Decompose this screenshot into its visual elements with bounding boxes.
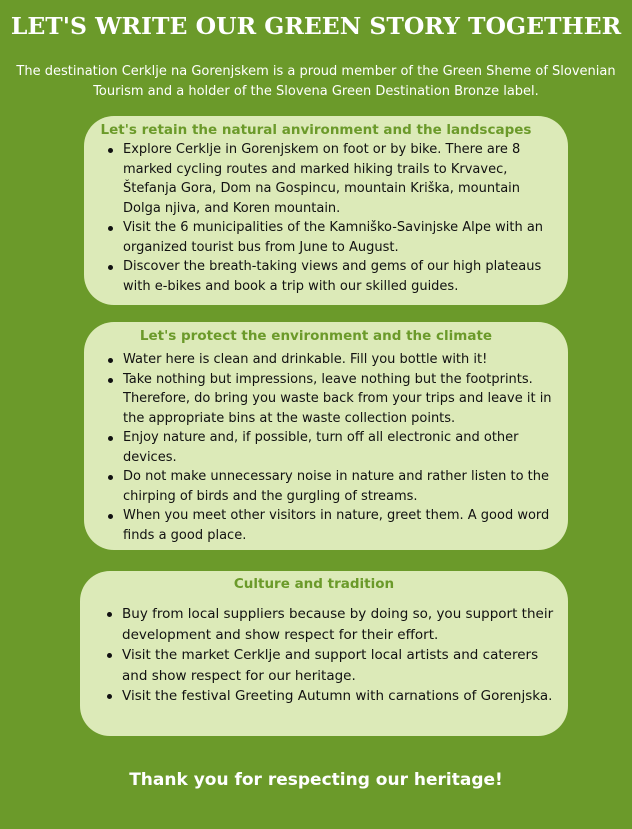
bullet-list xyxy=(104,350,556,545)
bullet-icon xyxy=(108,148,113,153)
bullet-icon xyxy=(108,358,113,363)
closing-message: Thank you for respecting our heritage! xyxy=(129,770,503,790)
section-heading: Culture and tradition xyxy=(233,576,395,592)
section-heading: Let's retain the natural anvironment and the landscapes xyxy=(100,122,532,138)
list-item: Visit the market Cerklje and support local artists and caterers and show respect for our heritage. xyxy=(103,645,559,686)
bullet-list xyxy=(103,604,559,707)
list-item: Explore Cerklje in Gorenjskem on foot or by bike. There are 8 marked cycling routes and marked hiking trails to Krvavec, Štefanja Gora, Dom na Gospincu, mountain Kriška, mountain Dolga njiva, and Koren mountain. xyxy=(104,140,552,218)
bullet-icon xyxy=(107,694,112,699)
bullet-icon xyxy=(108,475,113,480)
list-item: Visit the festival Greeting Autumn with carnations of Gorenjska. xyxy=(103,686,559,707)
list-item: Buy from local suppliers because by doing so, you support their development and show respect for their effort. xyxy=(103,604,559,645)
bullet-icon xyxy=(108,226,113,231)
list-item: Water here is clean and drinkable. Fill you bottle with it! xyxy=(104,350,556,370)
section-heading: Let's protect the environment and the climate xyxy=(139,328,493,344)
bullet-list xyxy=(104,140,552,296)
bullet-icon xyxy=(108,265,113,270)
section-card-nature xyxy=(84,116,568,305)
intro-text: The destination Cerklje na Gorenjskem is a proud member of the Green Sheme of Slovenian Tourism and a holder of the Slovena Green Destination Bronze label. xyxy=(16,64,616,99)
list-item: Take nothing but impressions, leave nothing but the footprints. Therefore, do bring you waste back from your trips and leave it in the appropriate bins at the waste collection points. xyxy=(104,370,556,429)
section-card-culture xyxy=(80,571,568,736)
list-item: When you meet other visitors in nature, greet them. A good word finds a good place. xyxy=(104,506,556,545)
bullet-icon xyxy=(108,514,113,519)
list-item: Visit the 6 municipalities of the Kamniško-Savinjske Alpe with an organized tourist bus from June to August. xyxy=(104,218,552,257)
list-item: Do not make unnecessary noise in nature and rather listen to the chirping of birds and the gurgling of streams. xyxy=(104,467,556,506)
bullet-icon xyxy=(107,612,112,617)
bullet-icon xyxy=(108,436,113,441)
section-card-climate xyxy=(84,322,568,550)
bullet-icon xyxy=(107,653,112,658)
bullet-icon xyxy=(108,378,113,383)
page-title: LET'S WRITE OUR GREEN STORY TOGETHER xyxy=(10,12,622,40)
list-item: Enjoy nature and, if possible, turn off all electronic and other devices. xyxy=(104,428,556,467)
list-item: Discover the breath-taking views and gems of our high plateaus with e-bikes and book a trip with our skilled guides. xyxy=(104,257,552,296)
